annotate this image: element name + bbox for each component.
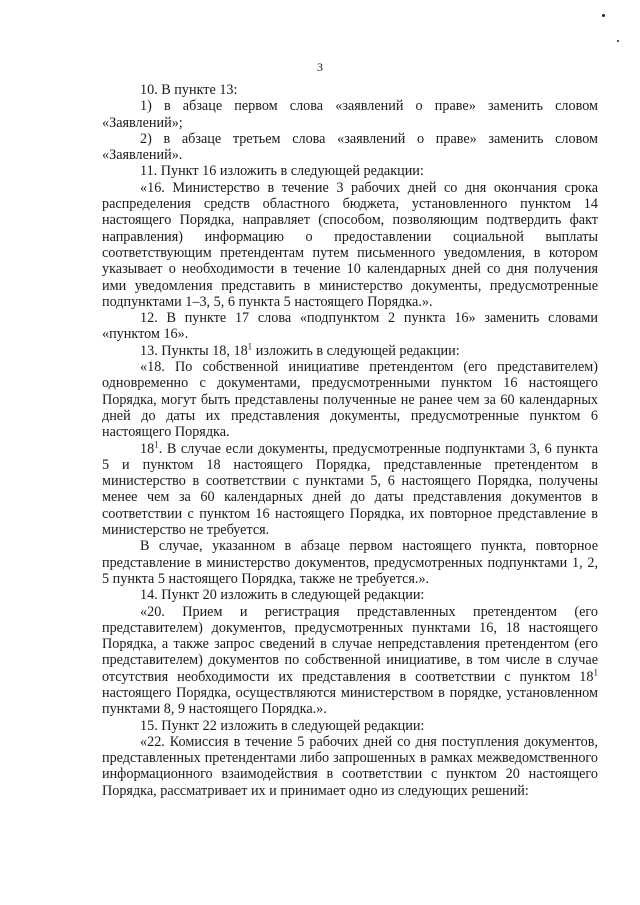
paragraph-18-1-second: В случае, указанном в абзаце первом настоящего пункта, повторное представление в министерство документов, предусмотренных подпунктами 1, 2, 5 пункта 5 настоящего Порядка, также не требуется.». [102,538,598,587]
paragraph-18-text: «18. По собственной инициативе претендентом (его представителем) одновременно с документами, предусмотренными пунктом 16 настоящего Порядка, могут быть представлены полученные не ранее чем за 60 календарных дней до даты их представления документы, предусмотренные пунктом 6 настоящего Порядка. [102,359,598,441]
scan-speck [617,40,619,42]
scan-speck [602,14,605,17]
paragraph-12: 12. В пункте 17 слова «подпунктом 2 пункта 16» заменить словами «пунктом 16». [102,310,598,343]
paragraph-15-intro: 15. Пункт 22 изложить в следующей редакции: [140,717,425,734]
paragraph-16-text: «16. Министерство в течение 3 рабочих дней со дня окончания срока распределения средств областного бюджета, установленного пунктом 14 настоящего Порядка, направляет (способом, позволяющим подтвердить факт направления) информацию о предоставлении социальной выплаты соответствующим претендентам путем письменного уведомления, в котором указывает о необходимости в течение 10 календарных дней со дня получения ими уведомления представить в министерство документы, предусмотренные подпунктами 1–3, 5, 6 пункта 5 настоящего Порядка.». [102,179,598,310]
paragraph-10-sub2: 2) в абзаце третьем слова «заявлений о праве» заменить словом «Заявлений». [102,130,598,164]
page-number: 3 [317,60,323,74]
paragraph-13-intro: 13. Пункты 18, $18^1$ изложить в следующей редакции: [140,341,460,359]
paragraph-20-text: «20. Прием и регистрация представленных претендентом (его представителем) документов, предусмотренных пунктами 16, 18 настоящего Порядка, а также запрос сведений в случае непредставления претендентом (его представителем) документов по собственной инициативе, в том числе в случае отсутствия необходимости их представления в соответствии с пунктом $18^1$ настоящего Порядка, осуществляются министерством в порядке, установленном пунктами 8, 9 настоящего Порядка.». [102,603,598,718]
paragraph-10-sub1: 1) в абзаце первом слова «заявлений о праве» заменить словом «Заявлений»; [102,98,598,131]
paragraph-22-text: «22. Комиссия в течение 5 рабочих дней со дня поступления документов, представленных претендентами либо запрошенных в рамках межведомственного информационного взаимодействия в соответствии с пунктом 20 настоящего Порядка, рассматривает их и принимает одно из следующих решений: [102,733,598,799]
paragraph-10-intro: 10. В пункте 13: [140,82,238,98]
paragraph-14-intro: 14. Пункт 20 изложить в следующей редакции: [140,587,425,604]
paragraph-18-1-text: $18^1$. В случае если документы, предусмотренные подпунктами 3, 6 пункта 5 и пунктом 18 настоящего Порядка, представленные претендентом в министерство в соответствии с пунктами 5, 6 настоящего Порядка, получены менее чем за 60 календарных дней до даты представления документов в соответствии с пунктом 16 настоящего Порядка, их повторное представление в министерство не требуется. [102,438,598,539]
document-body [102,82,598,799]
paragraph-11-intro: 11. Пункт 16 изложить в следующей редакции: [140,163,424,180]
